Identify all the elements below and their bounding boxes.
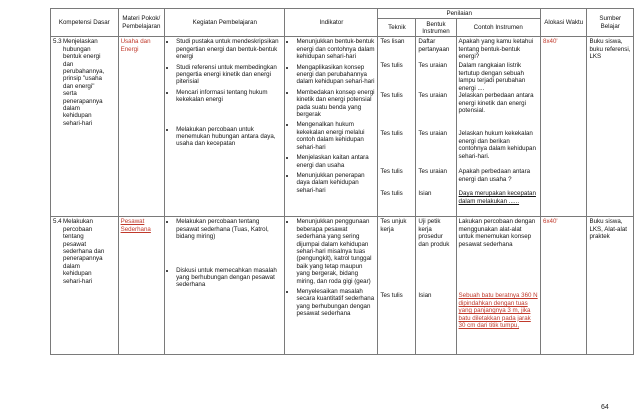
- teknik-cell: [378, 37, 416, 217]
- sumber-text: Buku siswa, LKS, Alat-alat praktek: [589, 218, 627, 241]
- bentuk-item: Tes uraian: [418, 168, 447, 176]
- header-kompetensi: Kompetensi Dasar: [51, 9, 119, 37]
- header-contoh: Contoh Instrumen: [456, 19, 540, 37]
- indikator-item: • Mengenalkan hukum kekekalan energi melalui contoh dalam kehidupan sehari-hari: [296, 121, 375, 151]
- bentuk-item: Isian: [418, 190, 432, 198]
- bentuk-cell: [416, 37, 456, 217]
- kegiatan-item: • Melakukan percobaan tentang pesawat sederhana (Tuas, Katrol, bidang miring): [176, 218, 282, 240]
- header-penilaian: Penilaian: [378, 9, 541, 19]
- indikator-item: • Menunjukkan penerapan daya dalam kehidupan sehari-hari: [296, 172, 375, 194]
- contoh-item: Apakah yang kamu ketahui tentang bentuk-bentuk energi?: [458, 38, 534, 61]
- bentuk-item: Tes uraian: [418, 62, 447, 70]
- contoh-cell: [456, 37, 540, 217]
- indikator-item: • Menunjukkan penggunaan beberapa pesawat sederhana yang sering dijumpai dalam kehidupan sehari-hari misalnya tuas (pengungkit), katrol tunggal baik yang tetap maupun yang bergerak, bidang miring, dan roda gigi (gear): [296, 218, 375, 285]
- contoh-item: Jelaskan perbedaan antara energi kinetik dan energi potensial.: [458, 92, 534, 115]
- kegiatan-item: • Melakukan percobaan untuk menemukan hubungan antara daya, usaha dan kecepatan: [176, 126, 282, 148]
- materi-text: Pesawat Sederhana: [120, 218, 151, 233]
- kd-text: Menjelaskan hubungan bentuk energi dan perubahannya, prinsip "usaha dan energi" serta penerapannya dalam kehidupan sehari-hari: [63, 38, 105, 127]
- header-row-1: [51, 9, 634, 19]
- header-sumber: Sumber Belajar: [587, 9, 634, 37]
- contoh-item: Sebuah batu beratnya 360 N dipindahkan dengan tuas yang panjangnya 3 m, jika batu diletakkan pada jarak 30 cm dari titik tumpu,: [458, 292, 538, 330]
- header-materi: Materi Pokok/ Pembelajaran: [118, 9, 164, 37]
- sumber-text: Buku siswa, buku referensi, LKS: [589, 38, 631, 61]
- page-number: 64: [601, 404, 609, 411]
- teknik-item: Tes tulis: [380, 190, 403, 198]
- indikator-item: • Menyelesaikan masalah secara kuantitatif sederhana yang berhubungan dengan pesawat sederhana: [296, 288, 375, 318]
- bentuk-item: Daftar pertanyaan: [418, 38, 450, 53]
- materi-cell: [118, 217, 164, 355]
- materi-cell: [118, 37, 164, 217]
- kd-text: Melakukan percobaan tentang pesawat sederhana dan penerapannya dalam kehidupan sehari-hari: [63, 218, 105, 285]
- contoh-item: Jelaskan hukum kekekalan energi dan berikan contohnya dalam kehidupan sehari-hari.: [458, 130, 536, 160]
- sumber-cell: [587, 217, 634, 355]
- kegiatan-item: • Diskusi untuk memecahkan masalah yang berhubungan dengan pesawat sederhana: [176, 267, 282, 289]
- table-row: [51, 37, 634, 217]
- bentuk-item: Tes uraian: [418, 92, 447, 100]
- contoh-item: Lakukan percobaan dengan menggunakan alat-alat untuk menemukan konsep pesawat sederhana: [458, 218, 536, 248]
- alokasi-text: 6x40': [543, 218, 558, 226]
- table-row: [51, 217, 634, 355]
- kd-number: 5.3: [53, 38, 62, 46]
- teknik-cell: [378, 217, 416, 355]
- bentuk-item: Uji petik kerja prosedur dan produk: [418, 218, 450, 248]
- bentuk-item: Isian: [418, 292, 432, 300]
- teknik-item: Tes tulis: [380, 92, 403, 100]
- header-indikator: Indikator: [285, 9, 378, 37]
- kegiatan-item: • Mencari informasi tentang hukum kekekalan energi: [176, 89, 282, 104]
- kegiatan-item: • Studi referensi untuk membedingkan pengertia energi kinetik dan energi piterisial: [176, 64, 282, 86]
- header-kegiatan: Kegiatan Pembelajaran: [165, 9, 285, 37]
- indikator-item: • Menjelaskan kaitan antara energi dan usaha: [296, 154, 375, 169]
- contoh-item: Apakah perbedaan antara energi dan usaha ?: [458, 168, 531, 183]
- alokasi-text: 8x40': [543, 38, 558, 46]
- contoh-item: Daya merupakan kecepatan dalam melakukan ......: [458, 190, 536, 205]
- header-teknik: Teknik: [378, 19, 416, 37]
- bentuk-cell: [416, 217, 456, 355]
- header-alokasi: Alokasi Waktu: [541, 9, 587, 37]
- indikator-cell: [285, 37, 378, 217]
- kd-number: 5.4: [53, 218, 62, 226]
- indikator-cell: [285, 217, 378, 355]
- indikator-item: • Mengaplikasikan konsep energi dan perubahannya dalam kehidupan sehari-hari: [296, 64, 375, 86]
- alokasi-cell: [541, 37, 587, 217]
- kd-cell: [51, 217, 119, 355]
- teknik-item: Tes tulis: [380, 130, 403, 138]
- teknik-item: Tes tulis: [380, 168, 403, 176]
- materi-text: Usaha dan Energi: [120, 38, 151, 53]
- indikator-item: • Menunjukkan bentuk-bentuk energi dan contohnya dalam kehidupan sehari-hari: [296, 38, 375, 60]
- bentuk-item: Tes uraian: [418, 130, 447, 138]
- kegiatan-cell: [165, 217, 285, 355]
- teknik-item: Tes lisan: [380, 38, 405, 46]
- kegiatan-cell: [165, 37, 285, 217]
- kd-cell: [51, 37, 119, 217]
- kegiatan-item: • Studi pustaka untuk mendeskripsikan pengertian energi dan bentuk-bentuk energi: [176, 38, 282, 60]
- contoh-cell: [456, 217, 540, 355]
- sumber-cell: [587, 37, 634, 217]
- header-bentuk: Bentuk Instrumen: [416, 19, 456, 37]
- teknik-item: Tes tulis: [380, 62, 403, 70]
- syllabus-table: [50, 8, 634, 355]
- contoh-item: Dalam rangkaian listrik tertutup dengan sebuah lampu terjadi perubahan energi ....: [458, 62, 526, 92]
- indikator-item: • Membedakan konsep energi kinetik dan energi potensial pada suatu benda yang bergerak: [296, 89, 375, 119]
- alokasi-cell: [541, 217, 587, 355]
- teknik-item: Tes tulis: [380, 292, 403, 300]
- teknik-item: Tes unjuk kerja: [380, 218, 407, 233]
